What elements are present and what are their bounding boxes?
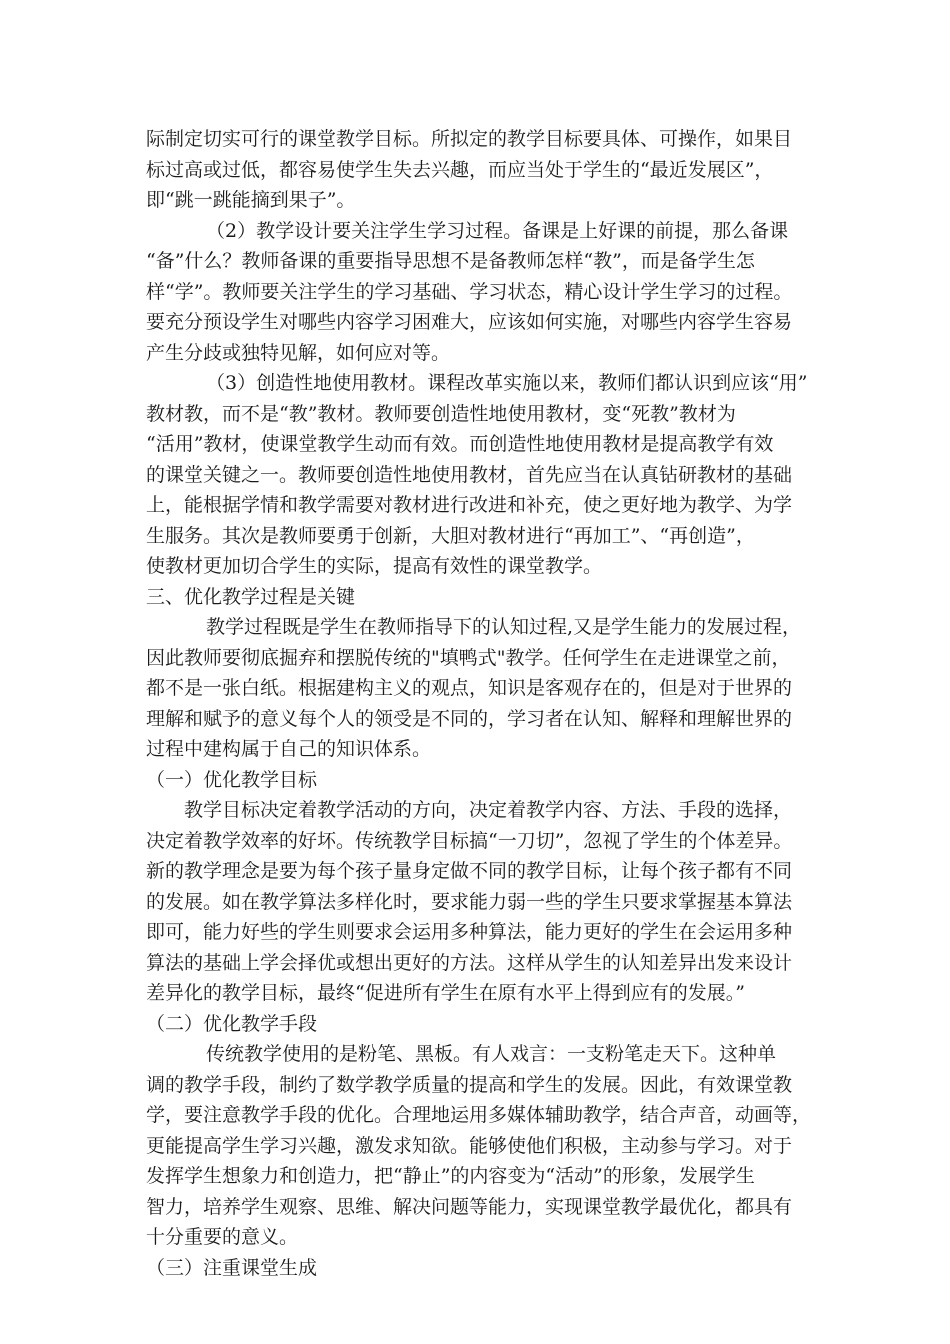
paragraph-line: 调的教学手段，制约了数学教学质量的提高和学生的发展。因此，有效课堂教 [146, 1073, 793, 1096]
section-heading [146, 1009, 826, 1040]
paragraph-line: 都不是一张白纸。根据建构主义的观点，知识是客观存在的，但是对于世界的 [146, 677, 793, 699]
section-heading [146, 765, 826, 796]
paragraph-line: “备”什么？教师备课的重要指导思想不是备教师怎样“教”，而是备学生怎 [146, 250, 755, 272]
paragraph-line: 因此教师要彻底掘弃和摆脱传统的"填鸭式"教学。任何学生在走进课堂之前， [146, 646, 791, 669]
paragraph-line: 传统教学使用的是粉笔、黑板。有人戏言：一支粉笔走天下。这种单 [206, 1043, 777, 1065]
paragraph-line: 要充分预设学生对哪些内容学习困难大，应该如何实施，对哪些内容学生容易 [146, 311, 793, 333]
paragraph-line: 决定着教学效率的好坏。传统教学目标搞“一刀切”，忽视了学生的个体差异。 [146, 829, 793, 852]
paragraph [146, 124, 826, 216]
paragraph-line: 过程中建构属于自己的知识体系。 [146, 738, 432, 760]
heading-text: （一）优化教学目标 [146, 768, 318, 791]
heading-text: （三）注重课堂生成 [146, 1256, 318, 1279]
paragraph-line: 学，要注意教学手段的优化。合理地运用多媒体辅助教学，结合声音，动画等， [146, 1104, 812, 1126]
paragraph-line: “活用”教材，使课堂教学生动而有效。而创造性地使用教材是提高教学有效 [146, 433, 774, 455]
paragraph [146, 216, 826, 369]
paragraph-line: 智力，培养学生观察、思维、解决问题等能力，实现课堂教学最优化，都具有 [146, 1195, 793, 1218]
paragraph [146, 1039, 826, 1253]
paragraph-line: 发挥学生想象力和创造力，把“静止”的内容变为“活动”的形象，发展学生 [146, 1165, 755, 1187]
paragraph-line: 新的教学理念是要为每个孩子量身定做不同的教学目标，让每个孩子都有不同 [146, 860, 793, 882]
paragraph-line: 十分重要的意义。 [146, 1226, 299, 1248]
paragraph-line: 教学过程既是学生在教师指导下的认知过程,又是学生能力的发展过程， [206, 616, 802, 638]
paragraph [146, 795, 826, 1009]
paragraph [146, 368, 826, 582]
heading-text: （二）优化教学手段 [146, 1012, 318, 1035]
paragraph-line: 样“学”。教师要关注学生的学习基础、学习状态，精心设计学生学习的过程。 [146, 280, 793, 303]
paragraph-line: 的发展。如在教学算法多样化时，要求能力弱一些的学生只要求掌握基本算法 [146, 890, 793, 913]
paragraph-line: 的课堂关键之一。教师要创造性地使用教材，首先应当在认真钻研教材的基础 [146, 463, 793, 486]
paragraph-line: 标过高或过低，都容易使学生失去兴趣，而应当处于学生的“最近发展区”， [146, 158, 774, 181]
paragraph-line: （3）创造性地使用教材。课程改革实施以来，教师们都认识到应该“用” [206, 372, 808, 394]
paragraph-line: 教学目标决定着教学活动的方向，决定着教学内容、方法、手段的选择， [184, 799, 793, 821]
paragraph-line: 际制定切实可行的课堂教学目标。所拟定的教学目标要具体、可操作，如果目 [146, 128, 793, 150]
paragraph-line: 即“跳一跳能摘到果子”。 [146, 189, 356, 211]
section-heading [146, 1253, 826, 1284]
paragraph-line: 即可，能力好些的学生则要求会运用多种算法，能力更好的学生在会运用多种 [146, 921, 793, 943]
paragraph-line: 使教材更加切合学生的实际，提高有效性的课堂教学。 [146, 555, 603, 577]
heading-text: 三、优化教学过程是关键 [146, 585, 356, 608]
paragraph-line: 产生分歧或独特见解，如何应对等。 [146, 341, 451, 364]
paragraph-line: 教材教，而不是“教”教材。教师要创造性地使用教材，变“死教”教材为 [146, 402, 736, 425]
paragraph-line: （2）教学设计要关注学生学习过程。备课是上好课的前提，那么备课 [206, 219, 789, 242]
paragraph-line: 算法的基础上学会择优或想出更好的方法。这样从学生的认知差异出发来设计 [146, 951, 793, 974]
paragraph-line: 更能提高学生学习兴趣，激发求知欲。能够使他们积极，主动参与学习。对于 [146, 1134, 793, 1157]
paragraph-line: 生服务。其次是教师要勇于创新，大胆对教材进行“再加工”、“再创造”， [146, 524, 755, 547]
paragraph-line: 差异化的教学目标，最终“促进所有学生在原有水平上得到应有的发展。” [146, 982, 745, 1004]
document-body [146, 124, 826, 1283]
paragraph-line: 上，能根据学情和教学需要对教材进行改进和补充，使之更好地为教学、为学 [146, 494, 793, 516]
section-heading [146, 582, 826, 613]
paragraph-line: 理解和赋予的意义每个人的领受是不同的，学习者在认知、解释和理解世界的 [146, 707, 793, 730]
paragraph [146, 612, 826, 765]
